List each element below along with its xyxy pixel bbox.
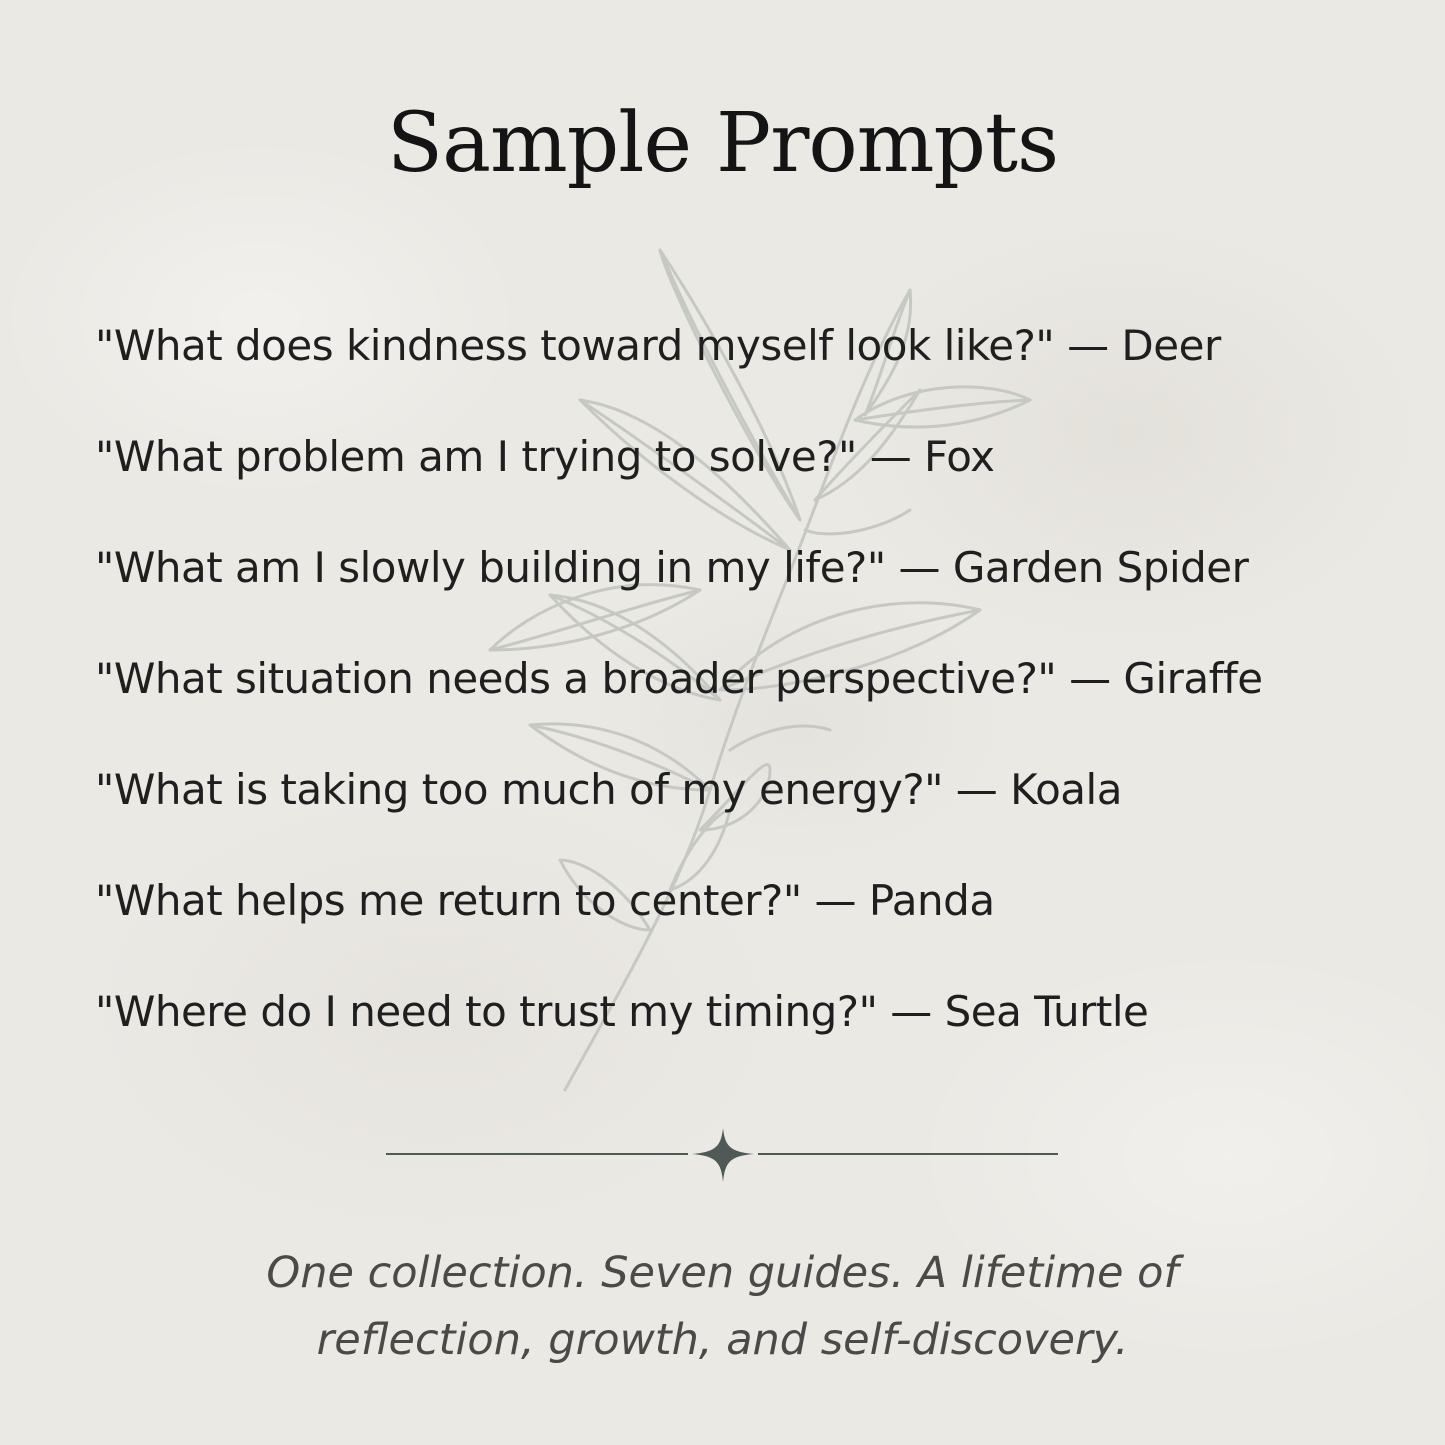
list-item: "What does kindness toward myself look like?" — Deer (95, 321, 1221, 370)
list-item: "Where do I need to trust my timing?" — Sea Turtle (95, 987, 1149, 1036)
list-item: "What situation needs a broader perspective?" — Giraffe (95, 654, 1263, 703)
list-item: "What am I slowly building in my life?" — Garden Spider (95, 543, 1249, 592)
four-point-star-icon (692, 1128, 754, 1182)
tagline (0, 1240, 1445, 1374)
list-item: "What problem am I trying to solve?" — Fox (95, 432, 995, 481)
prompt-list (95, 318, 1415, 1095)
list-item: "What is taking too much of my energy?" — Koala (95, 765, 1122, 814)
tagline-line-1: One collection. Seven guides. A lifetime of (266, 1248, 1179, 1298)
list-item: "What helps me return to center?" — Panda (95, 876, 995, 925)
tagline-line-2: reflection, growth, and self-discovery. (316, 1315, 1129, 1365)
divider (384, 1126, 1060, 1184)
page-title: Sample Prompts (386, 96, 1059, 191)
